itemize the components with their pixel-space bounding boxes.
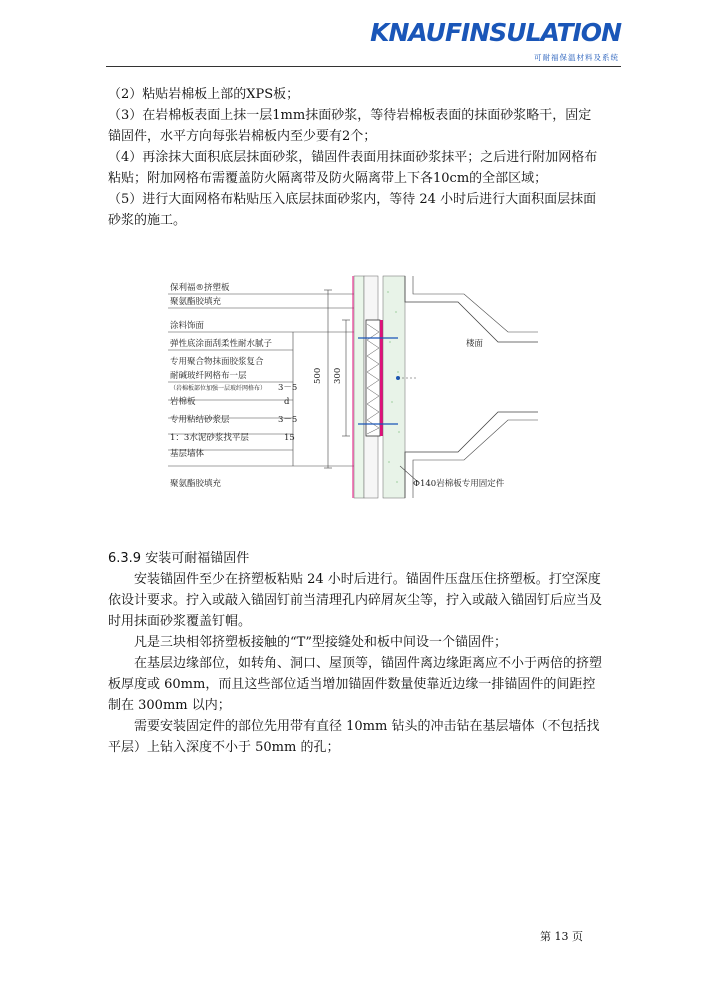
dim-500: 500 xyxy=(313,367,323,384)
dim-mesh: 3－5 xyxy=(278,383,298,393)
label-xps-board: 保利福®挤塑板 xyxy=(170,283,230,293)
header-rule xyxy=(106,66,621,67)
label-pu-fill-bottom: 聚氨酯胶填充 xyxy=(170,479,222,489)
label-mesh-reinforce: （岩棉板部位加强一层玻纤网格布） xyxy=(170,385,267,392)
knauf-insulation-logo xyxy=(370,18,621,70)
label-bond-mortar: 专用粘结砂浆层 xyxy=(170,415,230,425)
wall-section-diagram xyxy=(168,272,538,500)
label-putty: 弹性底涂面刮柔性耐水腻子 xyxy=(170,339,273,349)
label-polymer-mortar: 专用聚合物抹面胶浆复合 xyxy=(170,357,264,367)
step-2: （2）粘贴岩棉板上部的XPS板； xyxy=(108,87,300,102)
page-number: 第 13 页 xyxy=(540,930,583,943)
label-base-wall: 基层墙体 xyxy=(170,449,205,459)
dim-bond: 3－5 xyxy=(278,415,298,425)
label-coating: 涂料饰面 xyxy=(170,321,205,331)
section-title: 6.3.9 安装可耐福锚固件 xyxy=(108,551,250,566)
section-paragraph: 安装锚固件至少在挤塑板粘贴 24 小时后进行。锚固件压盘压住挤塑板。打空深度依设计要求。拧入或敲入锚固钉前当清理孔内碎屑灰尘等，拧入或敲入锚固钉后应当及时用抹面砂浆覆盖钉帽。 xyxy=(108,572,603,629)
label-anchor: Φ140岩棉板专用固定件 xyxy=(413,479,505,489)
dim-300: 300 xyxy=(333,367,343,384)
label-rock-wool: 岩棉板 xyxy=(170,397,196,407)
step-5: （5）进行大面网格布粘贴压入底层抹面砂浆内，等待 24 小时后进行大面积面层抹面砂浆的施工。 xyxy=(108,192,597,228)
label-pu-fill-top: 聚氨酯胶填充 xyxy=(170,297,222,307)
label-leveling: 1：3水泥砂浆找平层 xyxy=(170,433,249,443)
section-paragraph: 在基层边缘部位，如转角、洞口、屋顶等，锚固件离边缘距离应不小于两倍的挤塑板厚度或 60mm，而且这些部位适当增加锚固件数量使靠近边缘一排锚固件的间距控制在 300mm 以内； xyxy=(108,656,603,713)
section-6-3-9 xyxy=(108,548,602,758)
dim-leveling: 15 xyxy=(284,433,295,443)
label-floor: 楼面 xyxy=(466,339,484,349)
dim-rock-wool: d xyxy=(284,397,290,407)
step-3: （3）在岩棉板表面上抹一层1mm抹面砂浆，等待岩棉板表面的抹面砂浆略干，固定锚固件，水平方向每张岩棉板内至少要有2个； xyxy=(108,108,592,144)
section-paragraph: 凡是三块相邻挤塑板接触的“T”型接缝处和板中间设一个锚固件； xyxy=(134,635,507,650)
step-4: （4）再涂抹大面积底层抹面砂浆，锚固件表面用抹面砂浆抹平；之后进行附加网格布粘贴；附加网格布需覆盖防火隔离带及防火隔离带上下各10cm的全部区域； xyxy=(108,150,598,186)
label-mesh: 耐碱玻纤网格布一层 xyxy=(170,371,247,381)
section-paragraph: 需要安装固定件的部位先用带有直径 10mm 钻头的冲击钻在基层墙体（不包括找平层）上钻入深度不小于 50mm 的孔； xyxy=(108,719,600,755)
construction-steps xyxy=(108,84,602,231)
logo-subtitle: 可耐福保温材料及系统 xyxy=(534,53,619,62)
logo-wordmark: KNAUFINSULATION xyxy=(370,18,621,47)
